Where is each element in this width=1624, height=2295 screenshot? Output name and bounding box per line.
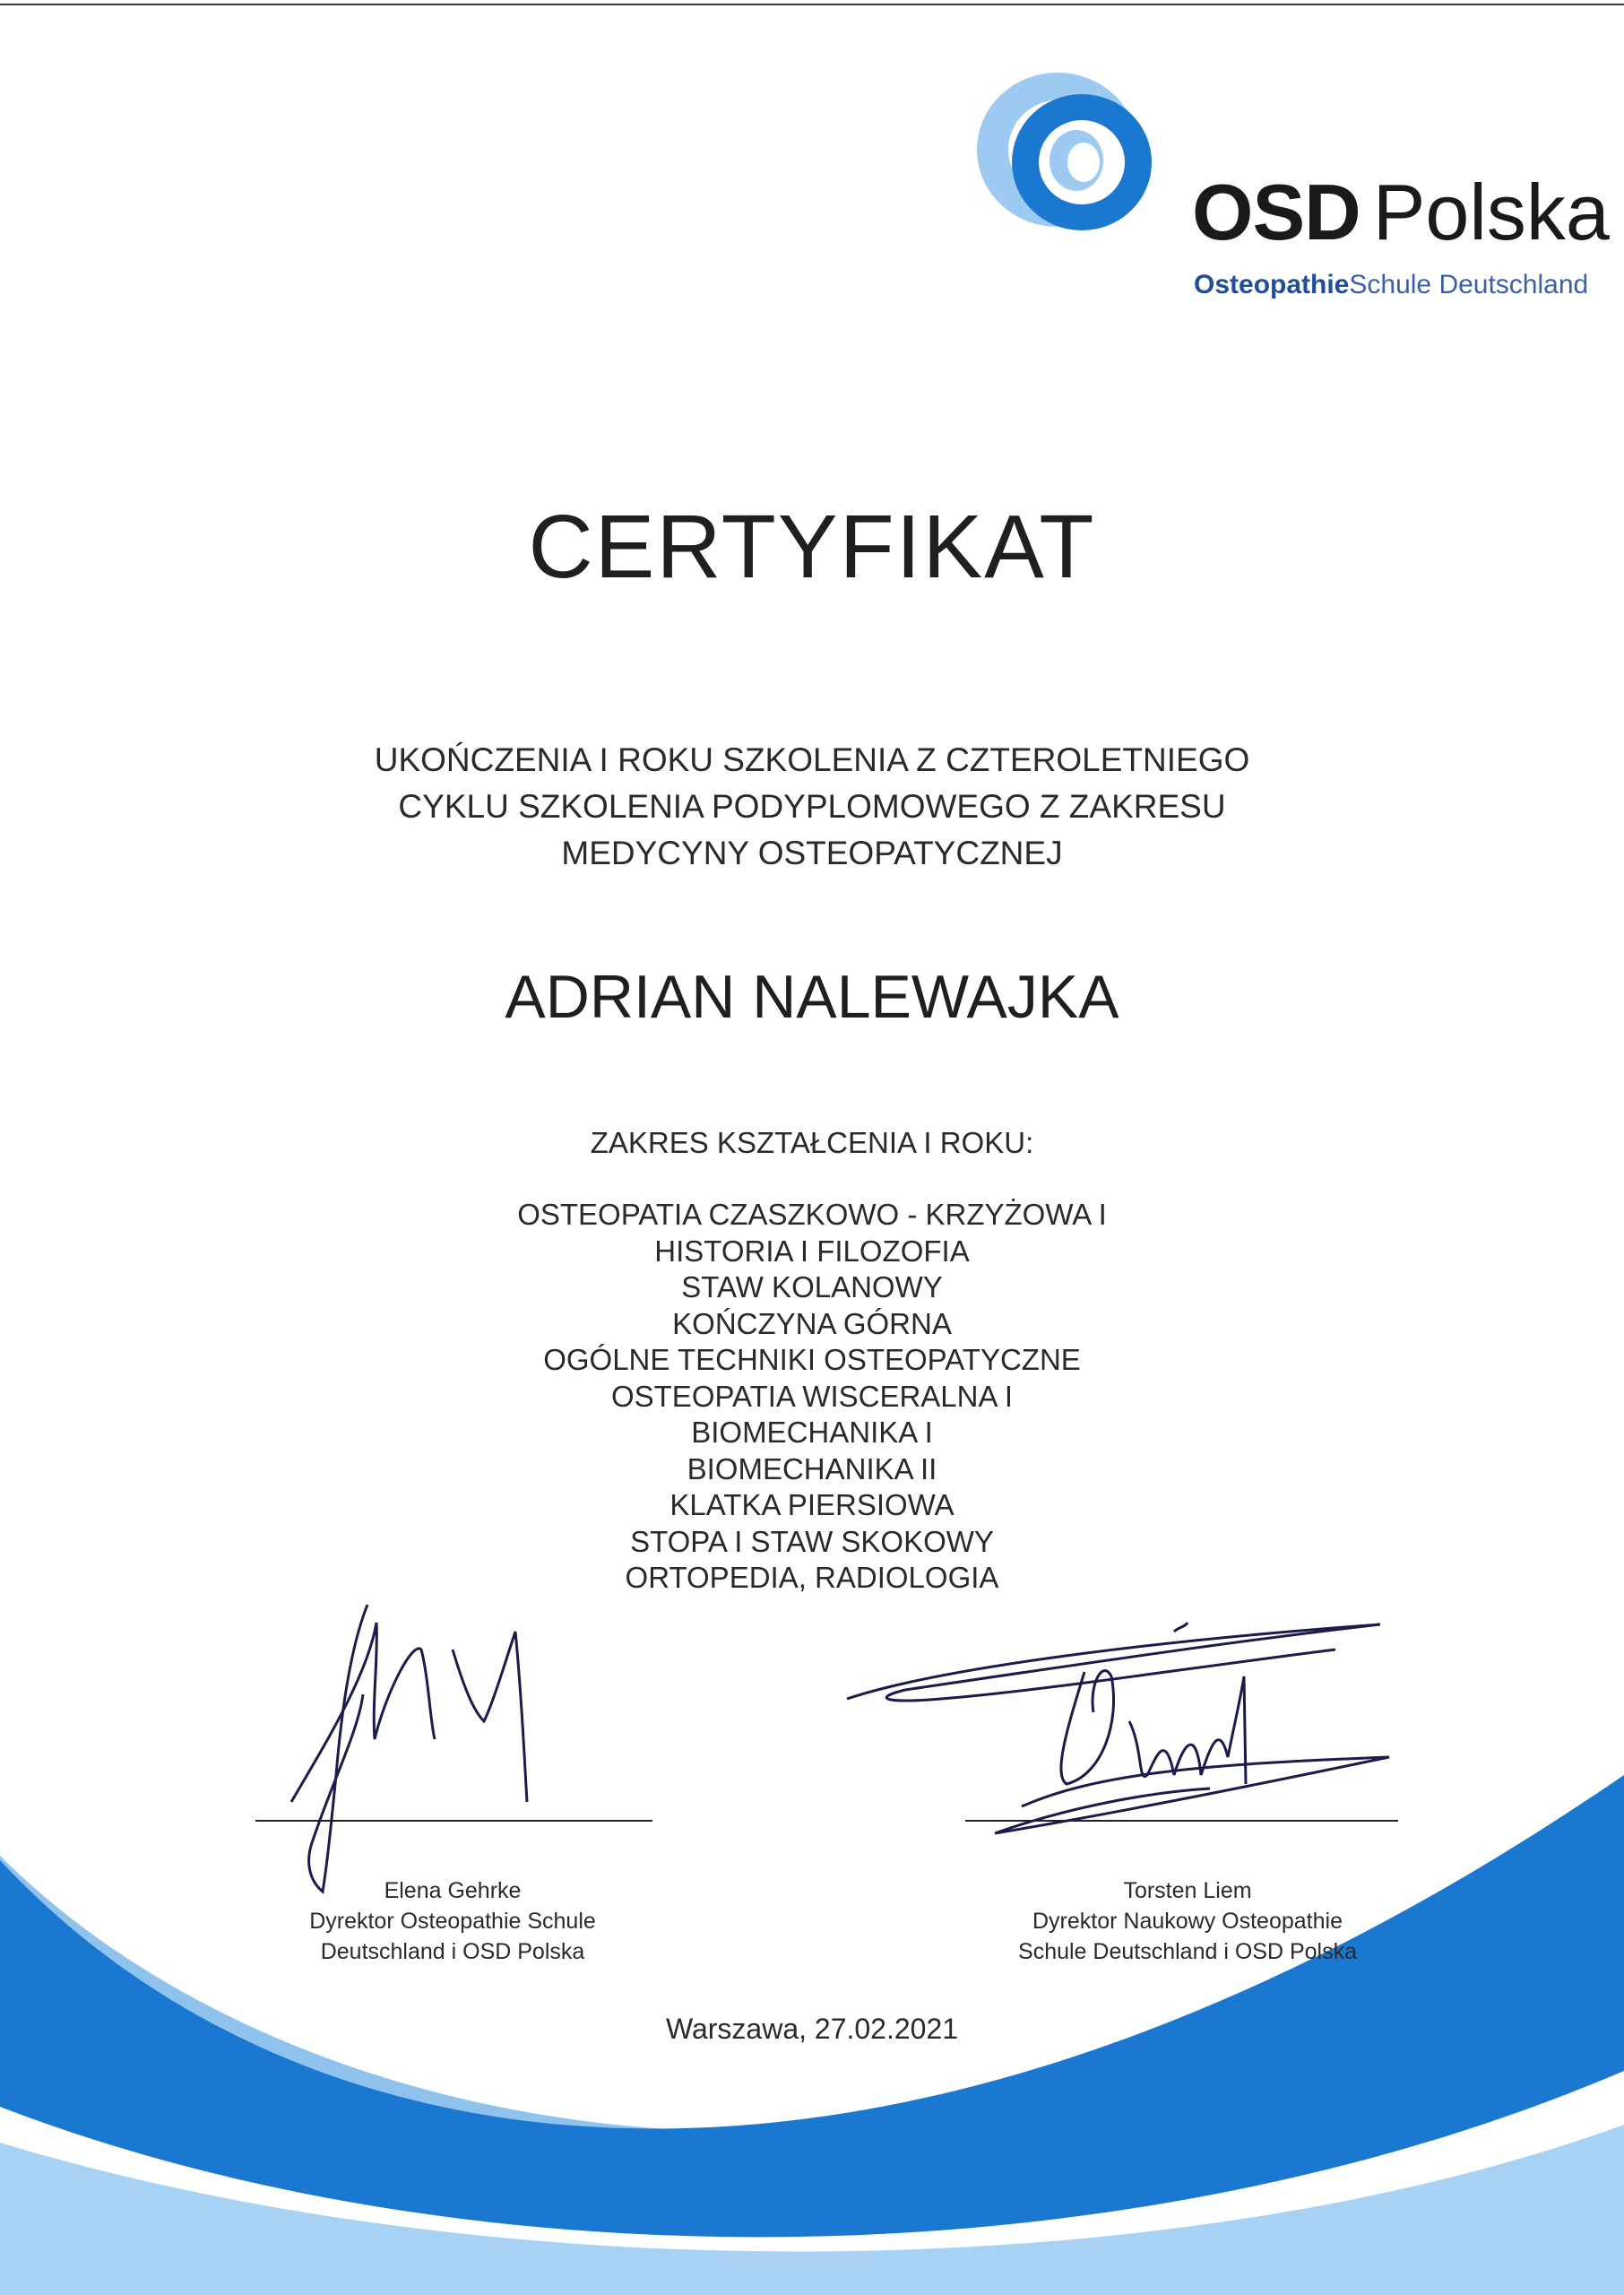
signatory-role-line: Deutschland i OSD Polska [320,1939,585,1964]
place-and-date: Warszawa, 27.02.2021 [665,2013,959,2045]
topic-item: KOŃCZYNA GÓRNA [672,1306,952,1340]
signatory-left [273,1875,632,1967]
top-border-line [0,4,1624,5]
logo-brand-regular: Polska [1372,168,1610,256]
subtitle-line: CYKLU SZKOLENIA PODYPLOMOWEGO Z ZAKRESU [398,788,1226,825]
logo-brand-bold: OSD [1192,168,1361,256]
topic-item: BIOMECHANIKA II [687,1451,937,1485]
topic-item: OGÓLNE TECHNIKI OSTEOPATYCZNE [543,1343,1081,1376]
topic-item: OSTEOPATIA CZASZKOWO - KRZYŻOWA I [517,1198,1107,1231]
logo-brand-name [1192,168,1610,256]
topic-item: STAW KOLANOWY [681,1270,943,1303]
osd-polska-logo [972,67,1610,327]
topic-item: BIOMECHANIKA I [691,1416,933,1449]
logo-tagline [1194,272,1588,299]
signatory-name: Torsten Liem [1123,1878,1252,1903]
topic-item: KLATKA PIERSIOWA [669,1488,955,1521]
certificate-subtitle [0,737,1624,877]
topic-item: STOPA I STAW SKOKOWY [630,1524,994,1558]
signatory-role-line: Dyrektor Naukowy Osteopathie [1032,1909,1343,1934]
certificate-title: CERTYFIKAT [528,497,1096,597]
signature-elena-gehrke [287,1596,627,1901]
signature-torsten-liem [834,1605,1407,1856]
topic-item: HISTORIA I FILOZOFIA [654,1234,970,1268]
signatory-role-line: Dyrektor Osteopathie Schule [309,1909,596,1934]
subtitle-line: UKOŃCZENIA I ROKU SZKOLENIA Z CZTEROLETNIEGO [374,741,1250,778]
signatory-role-line: Schule Deutschland i OSD Polska [1018,1939,1357,1964]
signatory-name: Elena Gehrke [384,1878,522,1903]
signatory-right [955,1875,1421,1967]
subtitle-line: MEDYCYNY OSTEOPATYCZNEJ [561,835,1063,871]
recipient-name: ADRIAN NALEWAJKA [505,963,1119,1031]
topic-item: ORTOPEDIA, RADIOLOGIA [625,1561,999,1594]
topic-item: OSTEOPATIA WISCERALNA I [610,1379,1014,1413]
logo-tagline-bold: Osteopathie [1194,270,1350,299]
osd-logo-rings-icon [972,67,1170,247]
scope-heading: ZAKRES KSZTAŁCENIA I ROKU: [590,1126,1034,1159]
logo-tagline-regular: Schule Deutschland [1349,270,1589,299]
